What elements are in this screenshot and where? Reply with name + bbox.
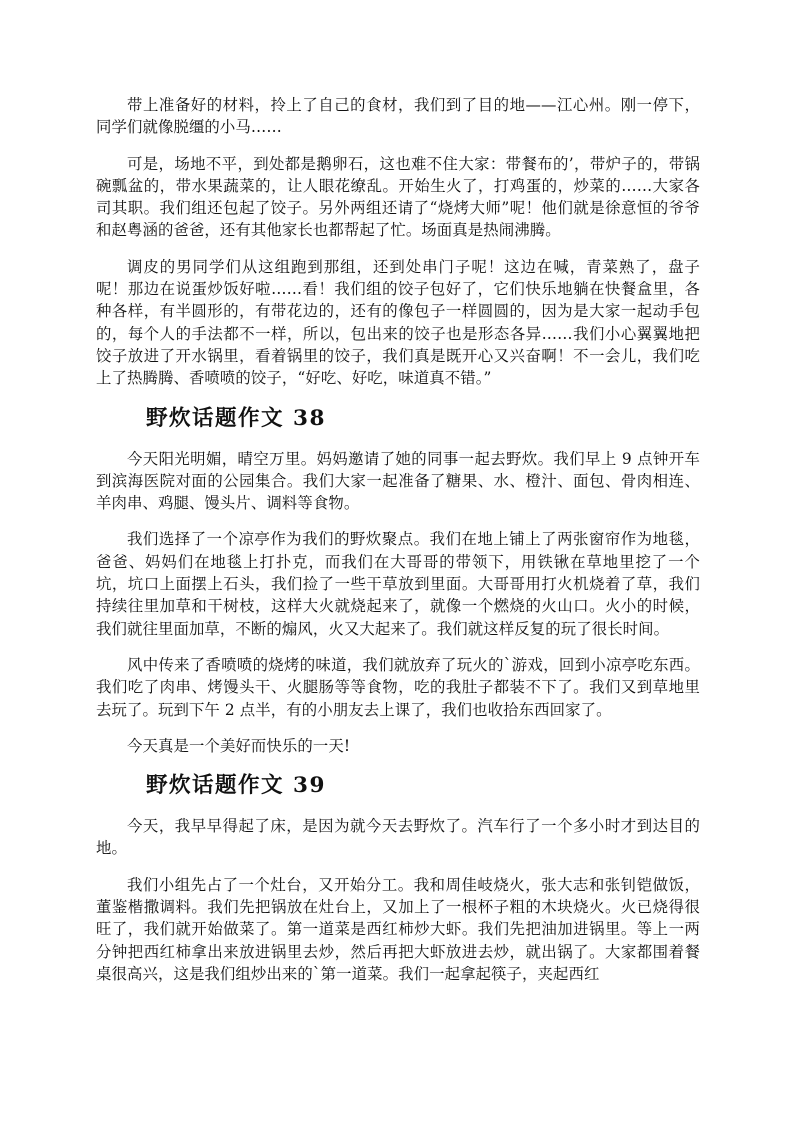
intro-section [96, 94, 700, 390]
paragraph: 调皮的男同学们从这组跑到那组，还到处串门子呢！这边在喊，青菜熟了，盘子呢！那边在说蛋炒饭好啦……看！我们组的饺子包好了，它们快乐地躺在快餐盒里，各种各样，有半圆形的，有带花边的，还有的像包子一样圆圆的，因为是大家一起动手包的，每个人的手法都不一样，所以，包出来的饺子也是形态各异……我们小心翼翼地把饺子放进了开水锅里，看着锅里的饺子，我们真是既开心又兴奋啊！不一会儿，我们吃上了热腾腾、香喷喷的饺子，“好吃、好吃，味道真不错。” [96, 257, 700, 388]
paragraph: 今天阳光明媚，晴空万里。妈妈邀请了她的同事一起去野炊。我们早上 9 点钟开车到滨海医院对面的公园集合。我们大家一起准备了糖果、水、橙汁、面包、骨肉相连、羊肉串、鸡腿、馒头片、调料等食物。 [96, 449, 700, 513]
section-heading: 野炊话题作文 39 [146, 773, 326, 799]
section-heading: 野炊话题作文 38 [146, 405, 326, 431]
paragraph: 我们小组先占了一个灶台，又开始分工。我和周佳岐烧火，张大志和张钊铠做饭，董鉴楷撒调料。我们先把锅放在灶台上，又加上了一根杯子粗的木块烧火。火已烧得很旺了，我们就开始做菜了。第一道菜是西红柿炒大虾。我们先把油加进锅里。等上一两分钟把西红柿拿出来放进锅里去炒，然后再把大虾放进去炒，就出锅了。大家都围着餐桌很高兴，这是我们组炒出来的`第一道菜。我们一起拿起筷子，夹起西红 [96, 875, 700, 983]
paragraph: 今天，我早早得起了床，是因为就今天去野炊了。汽车行了一个多小时才到达目的地。 [96, 817, 700, 858]
paragraph: 带上准备好的材料，拎上了自己的食材，我们到了目的地——江心州。刚一停下，同学们就像脱缰的小马…… [96, 96, 700, 137]
paragraph: 我们选择了一个凉亭作为我们的野炊聚点。我们在地上铺上了两张窗帘作为地毯，爸爸、妈妈们在地毯上打扑克，而我们在大哥哥的带领下，用铁锹在草地里挖了一个坑，坑口上面摆上石头，我们捡了一些干草放到里面。大哥哥用打火机烧着了草，我们持续往里加草和干树枝，这样大火就烧起来了，就像一个燃烧的火山口。火小的时候，我们就往里面加草，不断的煽风，火又大起来了。我们就这样反复的玩了很长时间。 [96, 530, 700, 638]
paragraph: 今天真是一个美好而快乐的一天! [127, 736, 351, 755]
paragraph: 可是，场地不平，到处都是鹅卵石，这也难不住大家：带餐布的’，带炉子的，带锅碗瓢盆的，带水果蔬菜的，让人眼花缭乱。开始生火了，打鸡蛋的，炒菜的……大家各司其职。我们组还包起了饺子。另外两组还请了“烧烤大师”呢！他们就是徐意恒的爷爷和赵粤涵的爸爸，还有其他家长也都帮起了忙。场面真是热闹沸腾。 [96, 154, 700, 240]
essay-section-39 [96, 771, 700, 985]
document-page [96, 94, 700, 999]
paragraph: 风中传来了香喷喷的烧烤的味道，我们就放弃了玩火的`游戏，回到小凉亭吃东西。我们吃了肉串、烤馒头干、火腿肠等等食物，吃的我肚子都装不下了。我们又到草地里去玩了。玩到下午 2 点半，有的小朋友去上课了，我们也收拾东西回家了。 [96, 655, 700, 719]
essay-section-38 [96, 404, 700, 758]
